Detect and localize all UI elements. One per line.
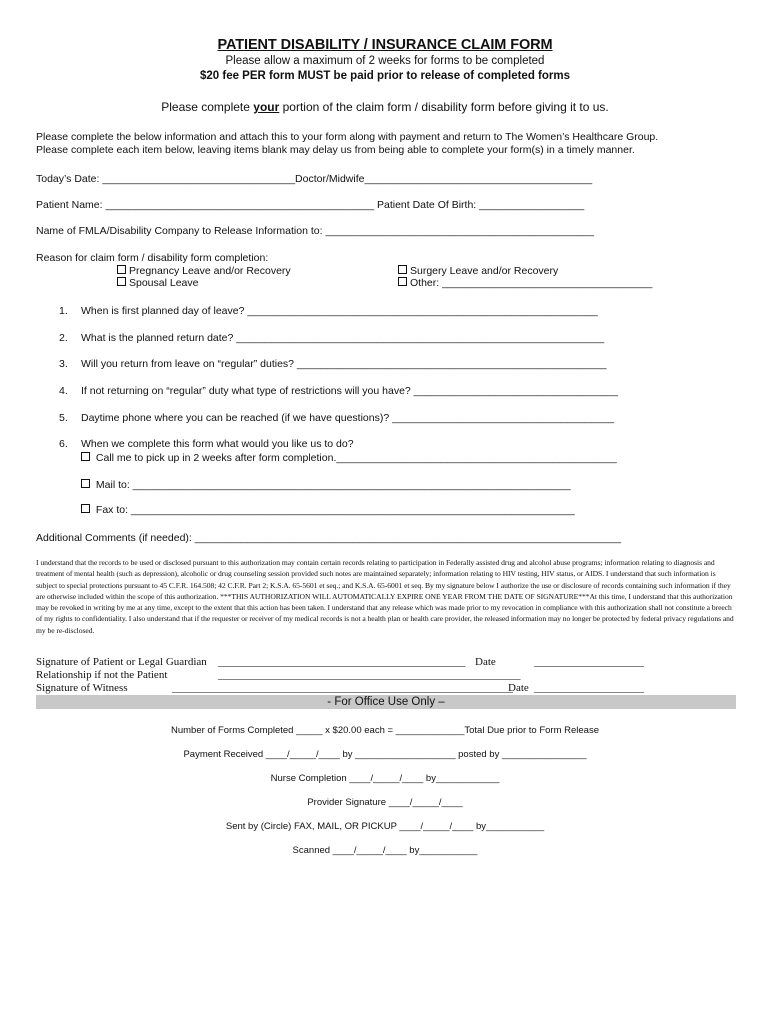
question-number: 2.: [59, 332, 68, 344]
completion-notice: Please allow a maximum of 2 weeks for forms to be completed: [225, 55, 545, 67]
question-return-date[interactable]: What is the planned return date? _______________________________________________________________: [81, 332, 605, 344]
reason-option-label: Other: ____________________________________: [410, 277, 653, 289]
reason-option-surgery[interactable]: [398, 265, 558, 277]
reason-option-label: Surgery Leave and/or Recovery: [410, 265, 559, 277]
office-forms-completed: Number of Forms Completed _____ x $20.00 each = _____________Total Due prior to Form Release: [170, 725, 599, 736]
question-regular-duties[interactable]: Will you return from leave on “regular” duties? _____________________________________________________: [81, 358, 607, 370]
question-number: 6.: [59, 438, 68, 450]
question-number: 4.: [59, 385, 68, 397]
office-payment-received: Payment Received ____/_____/____ by ___________________ posted by ________________: [183, 749, 587, 760]
question-number: 3.: [59, 358, 68, 370]
complete-your-text: your: [253, 100, 280, 114]
option-label: Fax to: ____________________________________________________________________________: [95, 504, 575, 516]
checkbox-icon[interactable]: [398, 277, 407, 286]
witness-date-label: Date: [508, 682, 529, 694]
checkbox-icon[interactable]: [398, 265, 407, 274]
question-number: 1.: [59, 305, 68, 317]
checkbox-icon[interactable]: [81, 479, 90, 488]
todays-date-field[interactable]: Today’s Date: _________________________________Doctor/Midwife_______________________________________: [36, 173, 593, 185]
complete-pre-text: Please complete: [161, 100, 254, 114]
fmla-company-field[interactable]: Name of FMLA/Disability Company to Release Information to: ______________________________________________: [36, 225, 595, 237]
question-restrictions[interactable]: If not returning on “regular” duty what type of restrictions will you have? ___________________________________: [81, 385, 619, 397]
reason-option-spousal[interactable]: [117, 277, 198, 289]
office-nurse-completion: Nurse Completion ____/_____/____ by____________: [270, 773, 500, 784]
office-use-header-bar: [36, 695, 736, 709]
additional-comments-field[interactable]: Additional Comments (if needed): _________________________________________________________________________: [36, 532, 622, 544]
intro-line-1: Please complete the below information and attach this to your form along with payment and return to The Women’s Healthcare Group.: [36, 131, 659, 143]
reason-option-label: Pregnancy Leave and/or Recovery: [129, 265, 291, 277]
signature-date-label: Date: [475, 656, 496, 668]
reason-label: Reason for claim form / disability form completion:: [36, 252, 269, 264]
option-call-pickup[interactable]: [81, 452, 617, 464]
checkbox-icon[interactable]: [81, 504, 90, 513]
office-sent-by: Sent by (Circle) FAX, MAIL, OR PICKUP ____/_____/____ by___________: [225, 821, 545, 832]
option-mail-to[interactable]: [81, 479, 571, 491]
reason-option-other[interactable]: [398, 277, 652, 289]
question-first-day-leave[interactable]: When is first planned day of leave? ____________________________________________________________: [81, 305, 598, 317]
signature-patient-label: Signature of Patient or Legal Guardian: [36, 656, 207, 668]
reason-option-label: Spousal Leave: [129, 277, 199, 289]
option-label: Mail to: ___________________________________________________________________________: [95, 479, 571, 491]
legal-paragraph: I understand that the records to be used or disclosed pursuant to this authorization may contain certain records relating to participation in Federally assisted drug and alcohol abuse programs; information relating to diagnosis and treatment of mental health (such as depression), alcoholic or drug counseling session provided such notes are maintained separately; information relating to HIV testing, HIV status, or AIDS. I understand that such information is subject to special protections pursuant to 45 C.F.R. 164.508; 42 C.F.R. Part 2; K.S.A. 65-5601 et seq.; and K.S.A. 65-6001 et seq. By my signature below I authorize the use or disclosure of records containing such information if they are otherwise included within the scope of this authorization. ***THIS AUTHORIZATION WILL AUTOMATICALLY EXPIRE ONE YEAR FROM THE DATE OF SIGNATURE***At this time, I understand that this authorization may be revoked in writing by me at any time, except to the extent that this action has been taken. I understand that any release which was made prior to my revocation in compliance with this authorization shall not constitute a breech of my rights to confidentiality. I also understand that if the requester or receiver of my medical records is not a health plan or health care provider, the released information may no longer be protected by federal privacy regulations and my be re-disclosed.: [36, 558, 734, 635]
option-label: Call me to pick up in 2 weeks after form completion.________________________________________________: [95, 452, 617, 464]
witness-date-line[interactable]: ____________________: [534, 682, 644, 694]
form-title: PATIENT DISABILITY / INSURANCE CLAIM FORM: [217, 37, 553, 53]
relationship-line[interactable]: _______________________________________________________: [218, 669, 521, 681]
checkbox-icon[interactable]: [117, 277, 126, 286]
patient-name-field[interactable]: Patient Name: ______________________________________________ Patient Date Of Birth: __________________: [36, 199, 585, 211]
question-number: 5.: [59, 412, 68, 424]
witness-line[interactable]: ______________________________________________________________: [172, 682, 513, 694]
question-completion-action: When we complete this form what would you like us to do?: [81, 438, 354, 450]
complete-post-text: portion of the claim form / disability form before giving it to us.: [279, 100, 609, 114]
reason-option-pregnancy[interactable]: [117, 265, 291, 277]
office-scanned: Scanned ____/_____/____ by___________: [292, 845, 478, 856]
authorization-legal-text: [36, 557, 736, 636]
checkbox-icon[interactable]: [117, 265, 126, 274]
witness-label: Signature of Witness: [36, 682, 128, 694]
intro-line-2: Please complete each item below, leaving items blank may delay us from being able to complete your form(s) in a timely manner.: [36, 144, 635, 156]
relationship-label: Relationship if not the Patient: [36, 669, 168, 681]
fee-notice: $20 fee PER form MUST be paid prior to release of completed forms: [199, 70, 570, 82]
question-daytime-phone[interactable]: Daytime phone where you can be reached (if we have questions)? ______________________________________: [81, 412, 615, 424]
complete-portion-notice: [0, 100, 770, 114]
office-use-header: - For Office Use Only –: [327, 696, 445, 708]
signature-date-line[interactable]: ____________________: [534, 656, 644, 668]
option-fax-to[interactable]: [81, 504, 575, 516]
checkbox-icon[interactable]: [81, 452, 90, 461]
signature-patient-line[interactable]: _____________________________________________: [218, 656, 466, 668]
office-provider-signature: Provider Signature ____/_____/____: [307, 797, 463, 808]
